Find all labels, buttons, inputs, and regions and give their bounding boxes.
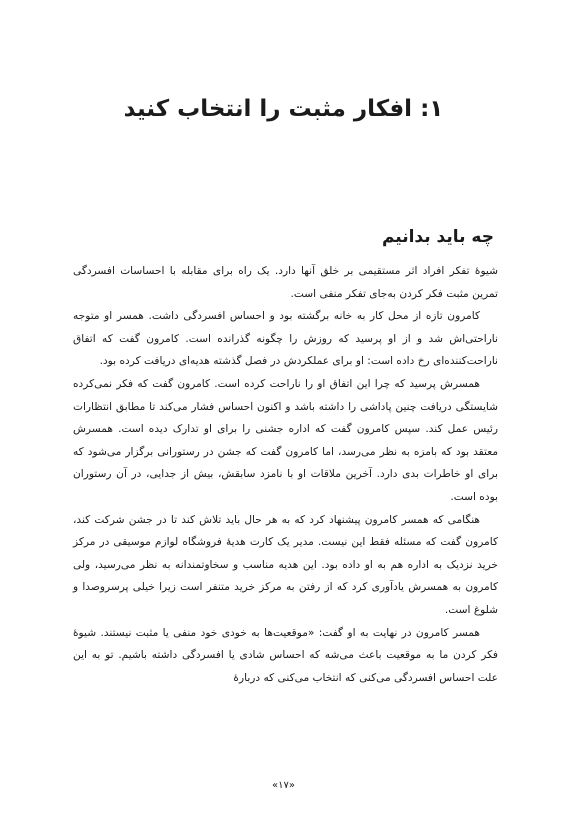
body-text	[73, 260, 498, 689]
section-heading: چه باید بدانیم	[381, 227, 494, 247]
paragraph-intro: شیوهٔ تفکر افراد اثر مستقیمی بر خلق آنها دارد. یک راه برای مقابله با احساسات افسردگی تمرین مثبت فکر کردن به‌جای تفکر منفی است.	[73, 265, 498, 300]
chapter-title: ۱: افکار مثبت را انتخاب کنید	[123, 96, 444, 122]
paragraph: همسرش پرسید که چرا این اتفاق او را ناراحت کرده است. کامرون گفت که فکر نمی‌کرده شایستگی دریافت چنین پاداشی را داشته باشد و اکنون احساس فشار می‌کند تا مطابق انتظارات رئیس عمل کند. سپس کامرون گفت که اداره جشنی را برای او تدارک دیده است. همسرش معتقد بود که بامزه به نظر می‌رسد، اما کامرون گفت که جشن در رستورانی برگزار می‌شود که برای او خاطرات بدی دارد. آخرین ملاقات او با نامزد سابقش، بیش از جدایی، در آن رستوران بوده است.	[73, 377, 498, 503]
paragraph: هنگامی که همسر کامرون پیشنهاد کرد که به هر حال باید تلاش کند تا در جشن شرکت کند، کامرون گفت که مسئله فقط این نیست. مدیر یک کارت هدیهٔ فروشگاه لوازم موسیقی در مرکز خرید نزدیک به اداره هم به او داده بود. این هدیه مناسب و سخاوتمندانه به نظر می‌رسید، ولی کامرون به همسرش یادآوری کرد که از رفتن به مرکز خرید متنفر است زیرا خیلی پرسروصدا و شلوغ است.	[73, 513, 498, 616]
paragraph: کامرون تازه از محل کار به خانه برگشته بود و احساس افسردگی داشت. همسر او متوجه ناراحتی‌اش شد و از او پرسید که روزش را چگونه گذرانده است. کامرون گفت که اتفاق ناراحت‌کننده‌ای رخ داده است: او برای عملکردش در فصل گذشته هدیه‌ای دریافت کرده بود.	[73, 310, 498, 368]
page-number: «۱۷»	[272, 780, 295, 791]
paragraph: همسر کامرون در نهایت به او گفت: «موقعیت‌ها به خودی خود منفی یا مثبت نیستند. شیوهٔ فکر کردن ما به موقعیت باعث می‌شه که احساس شادی یا افسردگی داشته باشیم. تو به این علت احساس افسردگی می‌کنی که انتخاب می‌کنی که دربارهٔ	[73, 626, 498, 684]
